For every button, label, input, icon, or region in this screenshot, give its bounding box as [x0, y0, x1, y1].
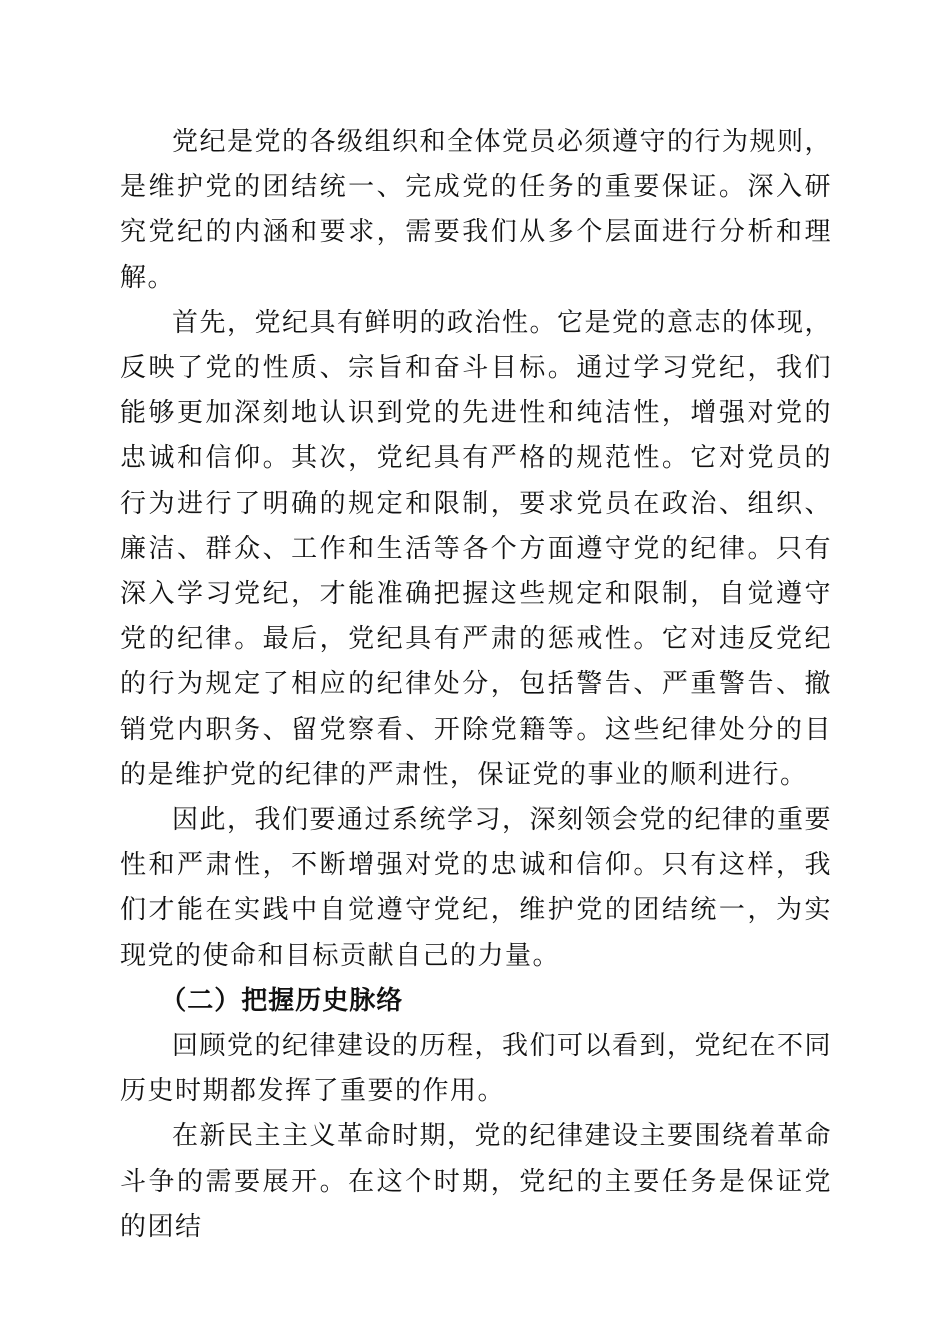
section-heading: （二）把握历史脉络: [160, 985, 404, 1016]
paragraph-conclusion: 因此，我们要通过系统学习，深刻领会党的纪律的重要性和严肃性，不断增强对党的忠诚和信仰。只有这样，我们才能在实践中自觉遵守党纪，维护党的团结统一，为实现党的使命和目标贡献自己的力量。: [120, 805, 833, 971]
paragraph-party-discipline-definition: 党纪是党的各级组织和全体党员必须遵守的行为规则，是维护党的团结统一、完成党的任务的重要保证。深入研究党纪的内涵和要求，需要我们从多个层面进行分析和理解。: [120, 127, 833, 293]
document-body: [120, 120, 832, 1250]
paragraph-new-democratic-revolution: 在新民主主义革命时期，党的纪律建设主要围绕着革命斗争的需要展开。在这个时期，党纪的主要任务是保证党的团结: [120, 1121, 833, 1242]
paragraph-history-review: 回顾党的纪律建设的历程，我们可以看到，党纪在不同历史时期都发挥了重要的作用。: [120, 1031, 833, 1107]
paragraph-party-discipline-characteristics: 首先，党纪具有鲜明的政治性。它是党的意志的体现，反映了党的性质、宗旨和奋斗目标。通过学习党纪，我们能够更加深刻地认识到党的先进性和纯洁性，增强对党的忠诚和信仰。其次，党纪具有严格的规范性。它对党员的行为进行了明确的规定和限制，要求党员在政治、组织、廉洁、群众、工作和生活等各个方面遵守党的纪律。只有深入学习党纪，才能准确把握这些规定和限制，自觉遵守党的纪律。最后，党纪具有严肃的惩戒性。它对违反党纪的行为规定了相应的纪律处分，包括警告、严重警告、撤销党内职务、留党察看、开除党籍等。这些纪律处分的目的是维护党的纪律的严肃性，保证党的事业的顺利进行。: [120, 307, 833, 790]
